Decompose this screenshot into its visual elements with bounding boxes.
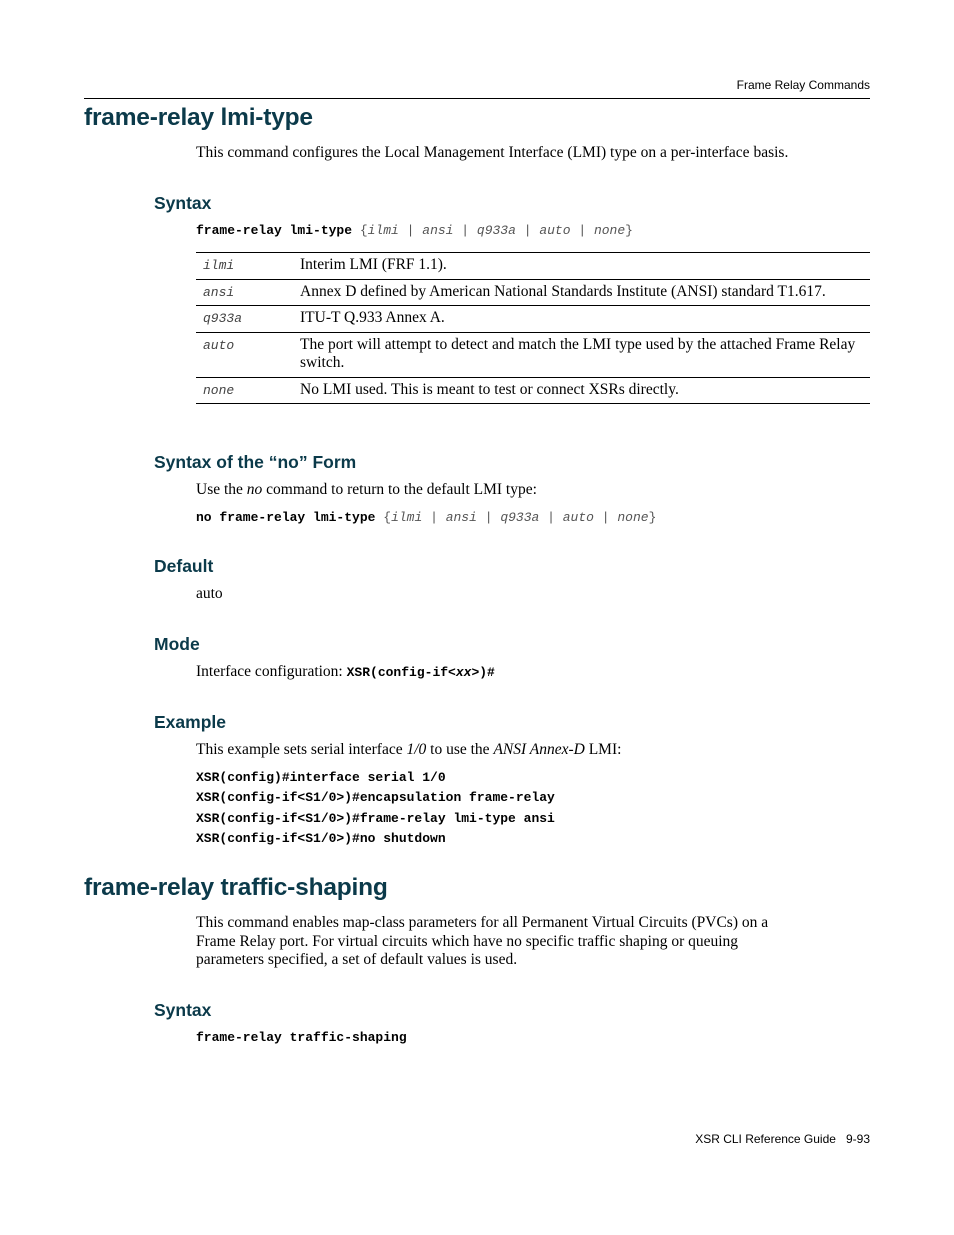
section-intro-line: Frame Relay port. For virtual circuits which have no specific traffic shaping or queuing: [196, 933, 739, 950]
syntax-heading: Syntax: [154, 1000, 212, 1020]
header-rule: [84, 98, 870, 99]
option-none: none: [593, 223, 626, 238]
no-form-command-line: no frame-relay lmi-type {ilmi | ansi | q933a | auto | none}: [196, 510, 657, 525]
param-key: q933a: [196, 306, 300, 333]
syntax-command-line: frame-relay lmi-type {ilmi | ansi | q933a | auto | none}: [196, 223, 633, 238]
section-intro: This command configures the Local Management Interface (LMI) type on a per-interface basis.: [196, 144, 789, 161]
param-desc: The port will attempt to detect and match the LMI type used by the attached Frame Relay switch.: [300, 332, 870, 377]
example-emphasis: 1/0: [406, 741, 427, 758]
mode-prompt-prefix: XSR(config-if<: [346, 665, 456, 680]
option-ilmi: ilmi: [367, 223, 399, 238]
syntax-command: frame-relay traffic-shaping: [196, 1030, 407, 1045]
mode-label: Interface configuration:: [196, 663, 347, 680]
example-text: [196, 741, 621, 760]
syntax-heading: Syntax: [154, 193, 212, 213]
running-header: Frame Relay Commands: [736, 78, 870, 92]
option-q933a: q933a: [500, 510, 540, 525]
example-text-part: This example sets serial interface: [196, 741, 407, 758]
mode-prompt-var: xx: [455, 665, 472, 680]
example-line: XSR(config-if<S1/0>)#no shutdown: [196, 831, 446, 846]
example-text-part: to use the: [426, 741, 494, 758]
option-ilmi: ilmi: [391, 510, 423, 525]
option-auto: auto: [539, 223, 571, 238]
param-desc: ITU-T Q.933 Annex A.: [300, 306, 870, 333]
example-line: XSR(config-if<S1/0>)#encapsulation frame-relay: [196, 790, 555, 805]
example-heading: Example: [154, 712, 226, 732]
mode-prompt: [347, 665, 495, 680]
param-key: none: [196, 377, 300, 404]
section-intro-line: parameters specified, a set of default values is used.: [196, 951, 518, 968]
default-heading: Default: [154, 556, 214, 576]
param-desc: Annex D defined by American National Standards Institute (ANSI) standard T1.617.: [300, 279, 870, 306]
default-value: auto: [196, 585, 223, 602]
no-form-heading: Syntax of the “no” Form: [154, 452, 357, 472]
table-row: [196, 306, 870, 333]
option-q933a: q933a: [476, 223, 516, 238]
section-title-lmi-type: frame-relay lmi-type: [84, 104, 313, 131]
footer-guide-title: XSR CLI Reference Guide: [695, 1132, 836, 1146]
table-row: [196, 253, 870, 280]
param-key: auto: [196, 332, 300, 377]
param-desc: Interim LMI (FRF 1.1).: [300, 253, 870, 280]
no-form-text: [196, 481, 537, 500]
table-row: [196, 279, 870, 306]
syntax-command: frame-relay lmi-type: [196, 223, 353, 238]
no-form-emphasis: no: [246, 481, 263, 498]
example-line: XSR(config)#interface serial 1/0: [196, 770, 446, 785]
mode-text: [196, 663, 495, 683]
param-desc: No LMI used. This is meant to test or connect XSRs directly.: [300, 377, 870, 404]
option-ansi: ansi: [445, 510, 477, 525]
example-emphasis: ANSI Annex-D: [493, 741, 585, 758]
option-none: none: [617, 510, 649, 525]
footer-page-number: 9-93: [845, 1132, 870, 1146]
section-intro-line: This command enables map-class parameters for all Permanent Virtual Circuits (PVCs) on a: [196, 914, 769, 931]
section-title-traffic-shaping: frame-relay traffic-shaping: [84, 874, 388, 901]
table-row: [196, 377, 870, 404]
no-form-command: no frame-relay lmi-type: [196, 510, 376, 525]
mode-heading: Mode: [154, 634, 200, 654]
no-form-text-part: command to return to the default LMI type:: [262, 481, 537, 498]
param-key: ansi: [196, 279, 300, 306]
table-row: [196, 332, 870, 377]
no-form-text-part: Use the: [196, 481, 247, 498]
example-line: XSR(config-if<S1/0>)#frame-relay lmi-type ansi: [196, 811, 555, 826]
option-auto: auto: [562, 510, 594, 525]
param-key: ilmi: [196, 253, 300, 280]
parameter-table: [196, 252, 870, 404]
mode-prompt-suffix: >)#: [471, 665, 495, 680]
option-ansi: ansi: [422, 223, 454, 238]
footer: [695, 1132, 870, 1146]
example-text-part: LMI:: [584, 741, 622, 758]
